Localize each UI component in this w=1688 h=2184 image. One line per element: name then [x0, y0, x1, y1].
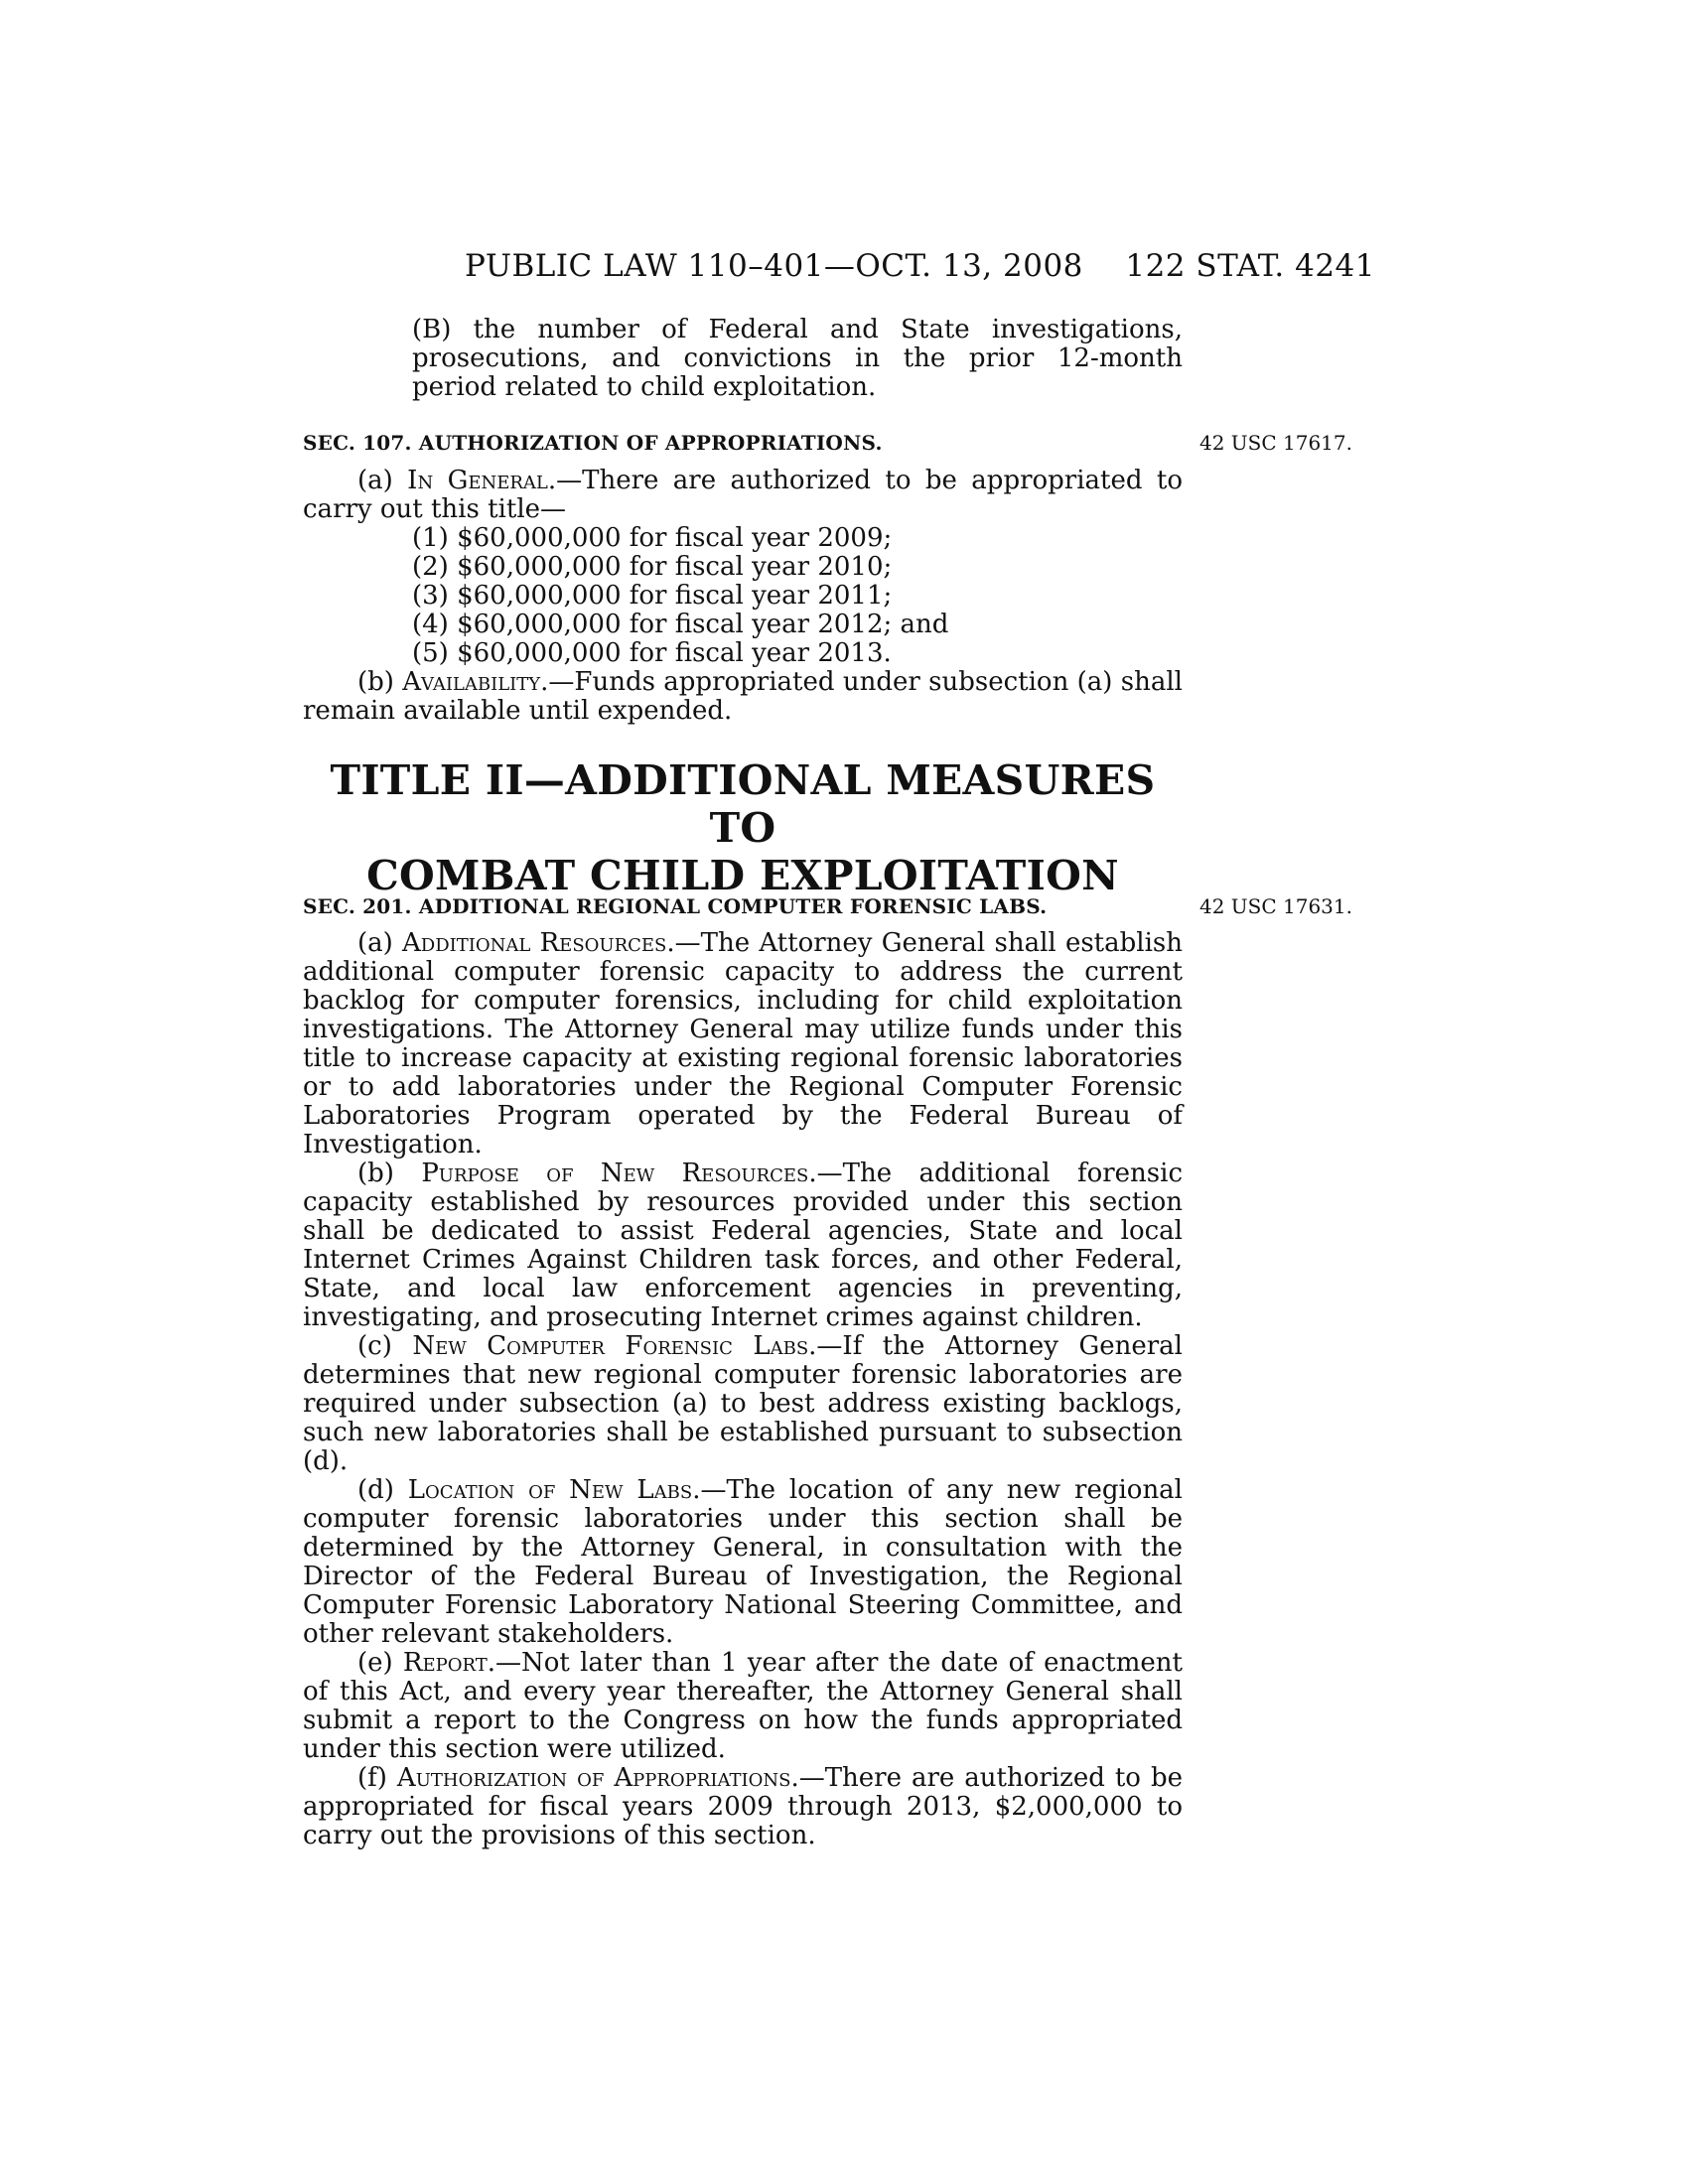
intro-block — [303, 316, 1183, 402]
section-107 — [303, 429, 1183, 458]
sec-107-b-heading: Availability — [402, 667, 541, 697]
running-header-right: 122 STAT. 4241 — [1125, 248, 1375, 284]
sec-201-subsection-a: (a) Additional Resources.—The Attorney General shall establish additional computer forensic capacity to address the current backlog for computer forensics, including for child exploitation investigations. The Attorney General may utilize funds under this title to increase capacity at existing regional forensic laboratories or to add laboratories under the Regional Computer Forensic Laboratories Program operated by the Federal Bureau of Investigation. — [303, 928, 1183, 1160]
sec-107-heading: SEC. 107. AUTHORIZATION OF APPROPRIATIONS. — [303, 431, 883, 455]
item-b: (B) the number of Federal and State investigations, prosecutions, and convictions in the prior 12-month period related to child exploitation. — [412, 315, 1183, 402]
sec-201-body — [303, 929, 1183, 1850]
section-201 — [303, 892, 1183, 921]
sec-107-item: (1) $60,000,000 for fiscal year 2009; — [412, 523, 893, 553]
sec-201-subsection-c: (c) New Computer Forensic Labs.—If the Attorney General determines that new regional computer forensic laboratories are required under subsection (a) to best address existing backlogs, such new laboratories shall be established pursuant to subsection (d). — [303, 1331, 1183, 1476]
running-header-left: PUBLIC LAW 110–401—OCT. 13, 2008 — [465, 248, 1083, 284]
sec-107-subsection-a: (a) In General.—There are authorized to be appropriated to carry out this title— — [303, 466, 1184, 524]
title-ii-line-2: COMBAT CHILD EXPLOITATION — [366, 852, 1119, 899]
sec-107-item: (3) $60,000,000 for fiscal year 2011; — [412, 581, 893, 611]
title-ii-line-1: TITLE II—ADDITIONAL MEASURES TO — [330, 756, 1156, 852]
sec-107-body — [303, 467, 1183, 726]
sec-107-subsection-b: (b) Availability.—Funds appropriated under subsection (a) shall remain available until expended. — [303, 667, 1183, 726]
sec-201-subsection-b: (b) Purpose of New Resources.—The additional forensic capacity established by resources provided under this section shall be dedicated to assist Federal agencies, State and local Internet Crimes Against Children task forces, and other Federal, State, and local law enforcement agencies in preventing, investigating, and prosecuting Internet crimes against children. — [303, 1159, 1184, 1332]
sec-201-heading: SEC. 201. ADDITIONAL REGIONAL COMPUTER FORENSIC LABS. — [303, 894, 1048, 918]
sec-201-margin-note: 42 USC 17631. — [1198, 894, 1352, 918]
sec-201-subsection-f: (f) Authorization of Appropriations.—There are authorized to be appropriated for fiscal years 2009 through 2013, $2,000,000 to carry out the provisions of this section. — [303, 1763, 1183, 1850]
sec-107-a-heading: In General — [407, 466, 548, 495]
sec-201-subsection-e: (e) Report.—Not later than 1 year after the date of enactment of this Act, and every year thereafter, the Attorney General shall submit a report to the Congress on how the funds appropriated under this section were utilized. — [303, 1648, 1183, 1764]
title-ii-heading — [303, 756, 1183, 899]
sec-201-subsection-d: (d) Location of New Labs.—The location of any new regional computer forensic laboratories under this section shall be determined by the Attorney General, in consultation with the Director of the Federal Bureau of Investigation, the Regional Computer Forensic Laboratory National Steering Committee, and other relevant stakeholders. — [303, 1475, 1184, 1649]
sec-107-item: (5) $60,000,000 for fiscal year 2013. — [412, 638, 892, 668]
sec-107-item: (4) $60,000,000 for fiscal year 2012; and — [412, 610, 949, 639]
sec-107-margin-note: 42 USC 17617. — [1198, 431, 1352, 455]
sec-107-item: (2) $60,000,000 for fiscal year 2010; — [412, 552, 893, 582]
